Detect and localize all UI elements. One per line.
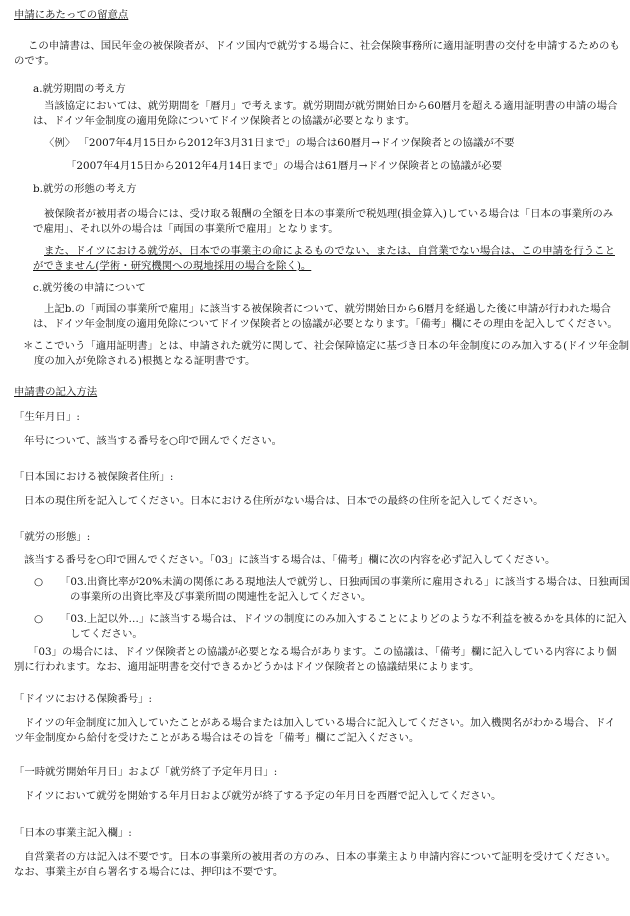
section-heading-howto: 申請書の記入方法 [14,386,98,398]
paragraph-b-1: 被保険者が被用者の場合には、受け取る報酬の全額を日本の事業所で税処理(損金算入)している場合は「日本の事業所のみで雇用」、それ以外の場合は「両国の事業所で雇用」となります。 [33,208,614,235]
text-work-period: ドイツにおいて就労を開始する年月日および就労が終了する予定の年月日を西暦で記入してください。 [24,790,502,802]
text-employer-section: 自営業者の方は記入は不要です。日本の事業所の被用者の方のみ、日本の事業主より申請内容について証明を受けてください。なお、事業主が自ら署名する場合には、押印は不要です。 [14,851,616,878]
paragraph-a: 当該協定においては、就労期間を「暦月」で考えます。就労期間が就労開始日から60暦月を超える適用証明書の申請の場合は、ドイツ年金制度の適用免除についてドイツ保険者との協議が必要となります。 [33,100,618,127]
text-address: 日本の現住所を記入してください。日本における住所がない場合は、日本での最終の住所を記入してください。 [24,495,544,507]
bullet-item-2: 「03.上記以外…」に該当する場合は、ドイツの制度にのみ加入することによりどのような不利益を被るかを具体的に記入してください。 [60,613,627,640]
example-text-1: 「2007年4月15日から2012年3月31日まで」の場合は60暦月→ドイツ保険者との協議が不要 [78,137,515,149]
label-dob: 「生年月日」: [14,411,80,423]
label-work-period: 「一時就労開始年月日」および「就労終了予定年月日」: [14,766,278,778]
intro-paragraph: この申請書は、国民年金の被保険者が、ドイツ国内で就労する場合に、社会保険事務所に適用証明書の交付を申請するためのものです。 [14,40,620,67]
example-line-1 [44,136,620,151]
work-form-note: 「03」の場合には、ドイツ保険者との協議が必要となる場合があります。この協議は、「備考」欄に記入している内容により個別に行われます。なお、適用証明書を交付できるかどうかはドイツ保険者との協議結果によります。 [14,646,617,673]
label-insurance-number: 「ドイツにおける保険番号」: [14,693,153,705]
subheading-a: a.就労期間の考え方 [33,83,126,95]
subheading-b: b.就労の形態の考え方 [33,183,137,195]
paragraph-c: 上記b.の「両国の事業所で雇用」に該当する被保険者について、就労開始日から6暦月を経過した後に申請が行われた場合は、ドイツ年金制度の適用免除についてドイツ保険者との協議が必要となります。「備考」欄にその理由を記入してください。 [33,303,618,330]
label-employer-section: 「日本の事業主記入欄」: [14,827,132,839]
label-work-form: 「就労の形態」: [14,531,91,543]
paragraph-b-2: また、ドイツにおける就労が、日本での事業主の命によるものでない、または、自営業でない場合は、この申請を行うことができません(学術・研究機関への現地採用の場合を除く)。 [33,245,615,272]
note-paragraph: ＊ここでいう「適用証明書」とは、申請された就労に関して、社会保障協定に基づき日本の年金制度にのみ加入する(ドイツ年金制度の加入が免除される)根拠となる証明書です。 [23,340,629,367]
label-address: 「日本国における被保険者住所」: [14,471,174,483]
text-work-form: 該当する番号を○印で囲んでください。「03」に該当する場合は、「備考」欄に次の内容を必ず記入してください。 [24,554,556,566]
text-insurance-number: ドイツの年金制度に加入していたことがある場合または加入している場合に記入してください。加入機関名がわかる場合、ドイツ年金制度から給付を受けたことがある場合はその旨を「備考」欄にご記入ください。 [14,717,616,744]
example-prefix: 〈例〉 [44,137,76,149]
subheading-c: c.就労後の申請について [33,282,146,294]
bullet-circle-1: ○ [34,576,44,588]
bullet-item-1: 「03.出資比率が20%未満の関係にある現地法人で就労し、日独両国の事業所に雇用される」に該当する場合は、日独両国の事業所の出資比率及び事業所間の関連性を記入してください。 [60,576,630,603]
text-dob: 年号について、該当する番号を○印で囲んでください。 [24,435,283,447]
section-heading-notes: 申請にあたっての留意点 [14,9,129,21]
bullet-circle-2: ○ [34,613,44,625]
example-line-2: 「2007年4月15日から2012年4月14日まで」の場合は61暦月→ドイツ保険者との協議が必要 [66,160,503,172]
